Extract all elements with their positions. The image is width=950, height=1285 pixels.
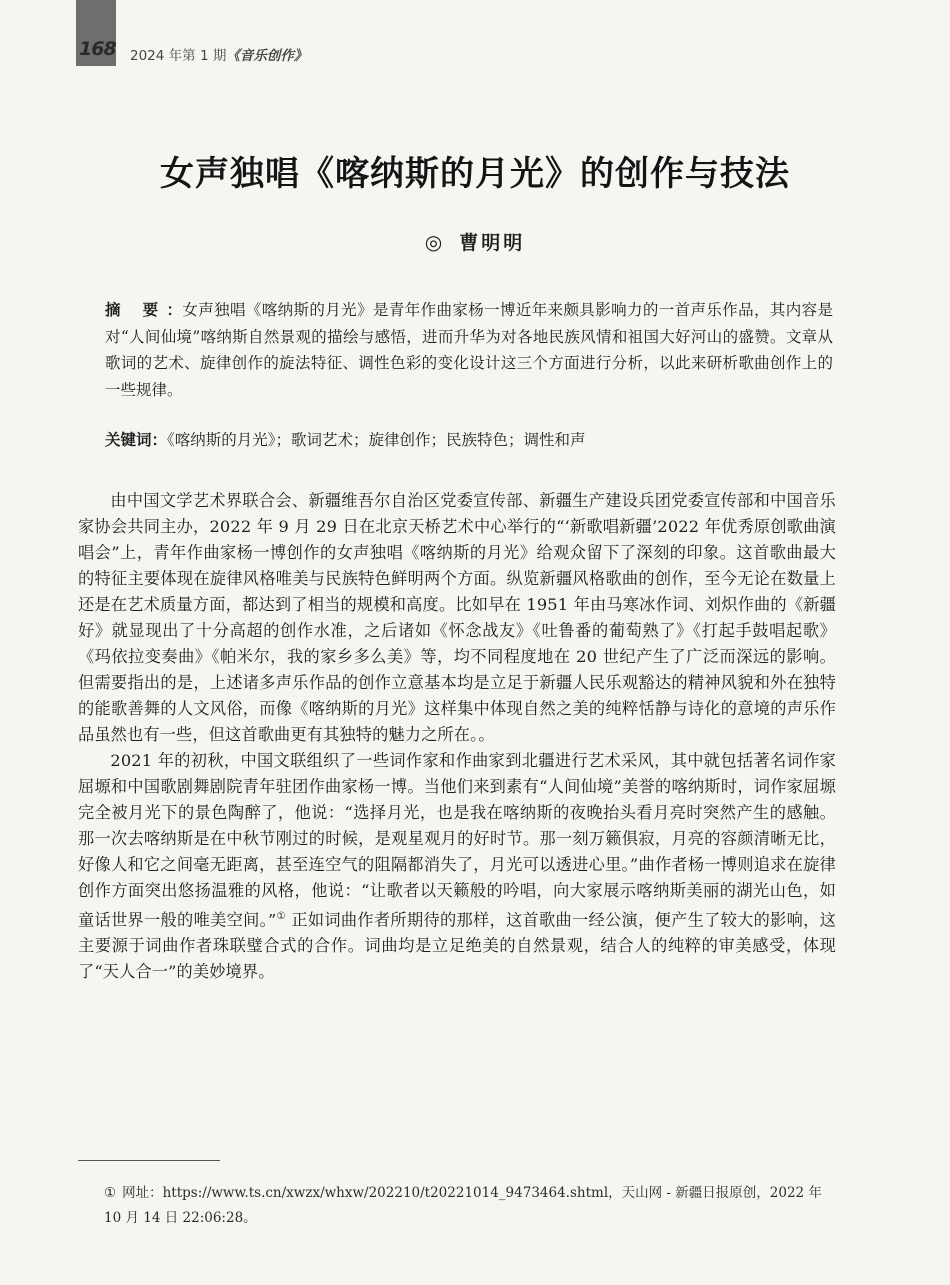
issue-line: [130, 44, 307, 64]
keywords-text: 《喀纳斯的月光》；歌词艺术；旋律创作；民族特色；调性和声: [167, 431, 586, 449]
footnote-divider: [78, 1160, 220, 1161]
paragraph2-continued: 正如词曲作者所期待的那样，这首歌曲一经公演，便产生了较大的影响，这主要源于词曲作者珠联璧合式的合作。词曲均是立足绝美的自然景观，结合人的纯粹的审美感受，体现了“天人合一”的美妙境界。: [78, 910, 836, 982]
author-mark: ◎: [424, 230, 446, 254]
journal-name: 《音乐创作》: [226, 48, 308, 64]
page-header: [76, 0, 576, 66]
abstract-label: 摘 要: [105, 300, 167, 319]
article-title: 女声独唱《喀纳斯的月光》的创作与技法: [160, 154, 790, 194]
author-name: 曹明明: [459, 232, 526, 254]
page-number: 168: [79, 38, 116, 60]
author-line: [0, 228, 950, 255]
footnote-text: 网址：https://www.ts.cn/xwzx/whxw/202210/t20221014_9473464.shtml，天山网 - 新疆日报原创，2022 年 10 月 14 日 22:06:28。: [104, 1185, 822, 1226]
body-paragraph: [78, 748, 836, 985]
abstract: 摘 要：女声独唱《喀纳斯的月光》是青年作曲家杨一博近年来颇具影响力的一首声乐作品，其内容是对“人间仙境”喀纳斯自然景观的描绘与感悟，进而升华为对各地民族风情和祖国大好河山的盛赞。文章从歌词的艺术、旋律创作的旋法特征、调性色彩的变化设计这三个方面进行分析，以此来研析歌曲创作上的一些规律。: [105, 300, 833, 399]
footnote: [104, 1181, 824, 1231]
abstract-text: 女声独唱《喀纳斯的月光》是青年作曲家杨一博近年来颇具影响力的一首声乐作品，其内容是对“人间仙境”喀纳斯自然景观的描绘与感悟，进而升华为对各地民族风情和祖国大好河山的盛赞。文章从歌词的艺术、旋律创作的旋法特征、调性色彩的变化设计这三个方面进行分析，以此来研析歌曲创作上的一些规律。: [105, 301, 833, 399]
keywords: [105, 427, 833, 454]
keywords-label: 关键词：: [105, 430, 168, 449]
paragraph2-text: 2021 年的初秋，中国文联组织了一些词作家和作曲家到北疆进行艺术采风，其中就包括著名词作家屈塬和中国歌剧舞剧院青年驻团作曲家杨一博。当他们来到素有“人间仙境”美誉的喀纳斯时，词作家屈塬完全被月光下的景色陶醉了，他说：“选择月光，也是我在喀纳斯的夜晚抬头看月亮时突然产生的感触。那一次去喀纳斯是在中秋节刚过的时候，是观星观月的好时节。那一刻万籁俱寂，月亮的容颜清晰无比，好像人和它之间毫无距离，甚至连空气的阻隔都消失了，月光可以透进心里。”曲作者杨一博则追求在旋律创作方面突出悠扬温雅的风格，他说：“让歌者以天籁般的吟唱，向大家展示喀纳斯美丽的湖光山色，如童话世界一般的唯美空间。”: [78, 751, 836, 930]
issue-label: 2024 年第 1 期: [130, 48, 227, 64]
footnote-reference[interactable]: ①: [276, 911, 286, 922]
footnote-marker: ①: [104, 1185, 117, 1201]
body-paragraph: 由中国文学艺术界联合会、新疆维吾尔自治区党委宣传部、新疆生产建设兵团党委宣传部和中国音乐家协会共同主办，2022 年 9 月 29 日在北京天桥艺术中心举行的“‘新歌唱新疆’2022 年优秀原创歌曲演唱会”上，青年作曲家杨一博创作的女声独唱《喀纳斯的月光》给观众留下了深刻的印象。这首歌曲最大的特征主要体现在旋律风格唯美与民族特色鲜明两个方面。纵览新疆风格歌曲的创作，至今无论在数量上还是在艺术质量方面，都达到了相当的规模和高度。比如早在 1951 年由马寒冰作词、刘炽作曲的《新疆好》就显现出了十分高超的创作水准，之后诸如《怀念战友》《吐鲁番的葡萄熟了》《打起手鼓唱起歌》《玛依拉变奏曲》《帕米尔，我的家乡多么美》等，均不同程度地在 20 世纪产生了广泛而深远的影响。但需要指出的是，上述诸多声乐作品的创作立意基本均是立足于新疆人民乐观豁达的精神风貌和外在独特的能歌善舞的人文风俗，而像《喀纳斯的月光》这样集中体现自然之美的纯粹恬静与诗化的意境的声乐作品虽然也有一些，但这首歌曲更有其独特的魅力之所在。。: [78, 491, 836, 744]
article-body: [78, 488, 836, 985]
